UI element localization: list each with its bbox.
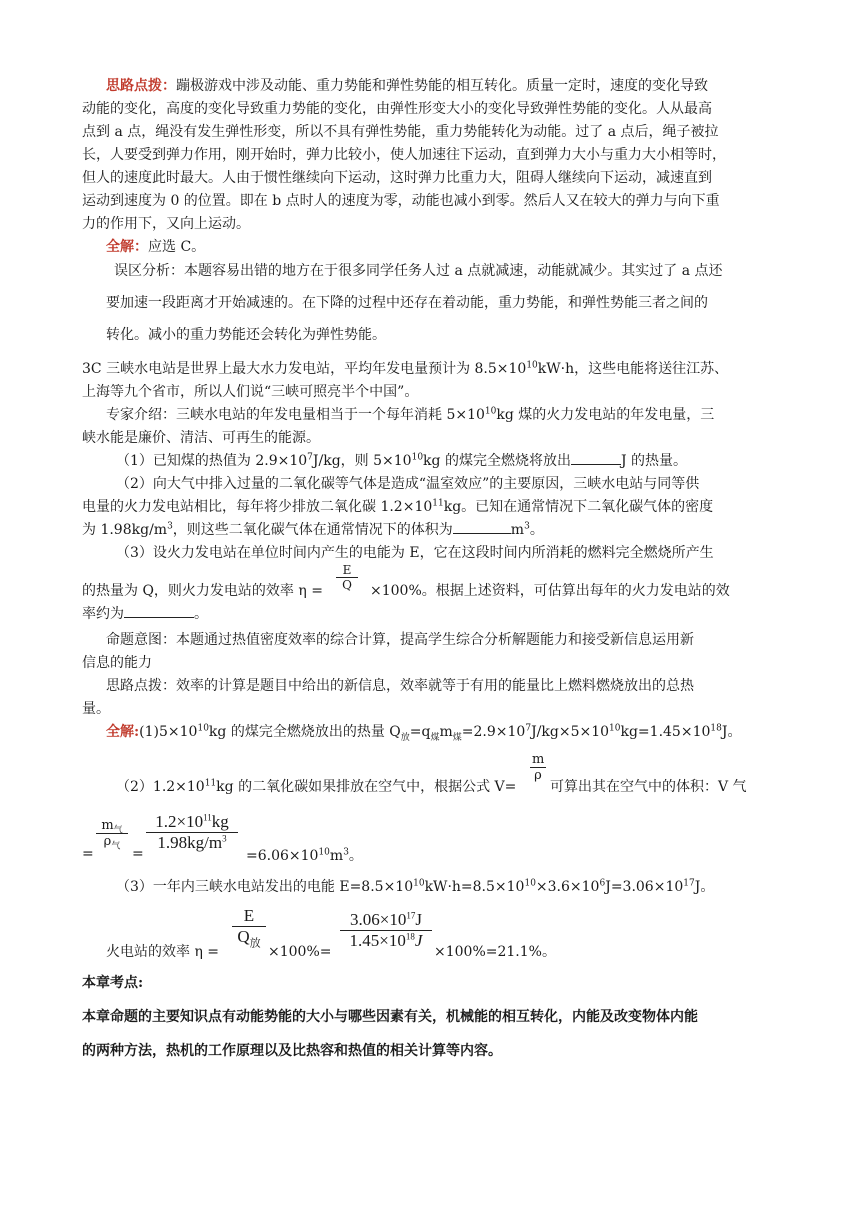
solution-line-3: （3）一年内三峡水电站发出的电能 $E=8.5\times 10^{10}kW\cdot h=8.5\times 10^{10}\times 3.6\times 10^6J=3.06\times 10^{17}J$。 — [116, 878, 715, 895]
expert-intro-line: 专家介绍：三峡水电站的年发电量相当于一个每年消耗 $5\times 10^{10}kg$ 煤的火力发电站的年发电量，三 — [106, 406, 715, 423]
expert-intro-line: 峡水能是廉价、清洁、可再生的能源。 — [82, 430, 320, 446]
error-analysis-line: 要加速一段距离才开始减速的。在下降的过程中还存在着动能，重力势能，和弹性势能三者之间的 — [106, 295, 708, 311]
intent-line: 命题意图：本题通过热值密度效率的综合计算，提高学生综合分析解题能力和接受新信息运用新 — [106, 632, 694, 648]
volume-result: $=6.06\times 10^{10}m^3$。 — [246, 847, 363, 864]
answer-blank — [453, 533, 511, 534]
error-analysis-line: 误区分析：本题容易出错的地方在于很多同学任务人过 a 点就减速，动能就减少。其实过了 a 点还 — [114, 263, 723, 279]
sub-question-2: （2）向大气中排入过量的二氧化碳等气体是造成“温室效应”的主要原因，三峡水电站与同等供 — [116, 476, 700, 492]
volume-fraction-1: $m_气$ $\rho_气$ — [96, 818, 128, 849]
hint-line: 动能的变化，高度的变化导致重力势能的变化，由弹性形变大小的变化导致弹性势能的变化。人从最高 — [82, 101, 712, 117]
hint2-line: 思路点拨：效率的计算是题目中给出的新信息，效率就等于有用的能量比上燃料燃烧放出的总热 — [106, 678, 694, 694]
efficiency-fraction: $\frac{E}{Q}$ — [336, 563, 358, 592]
hint-paragraph-line-1 — [106, 76, 708, 96]
sub-question-1: （1）已知煤的热值为 $2.9\times 10^7J/kg$，则 $5\times 10^{10}kg$ 的煤完全燃烧将放出 J 的热量。 — [116, 452, 688, 469]
efficiency-mid: ×100%= — [268, 944, 332, 960]
sub-question-2-line: 电量的火力发电站相比，每年将少排放二氧化碳 $1.2\times 10^{11}kg$。已知在通常情况下二氧化碳气体的密度 — [82, 498, 714, 515]
volume-eq: = — [82, 846, 94, 862]
efficiency-result: ×100%=21.1%。 — [434, 944, 556, 960]
intent-line: 信息的能力 — [82, 655, 152, 671]
answer-text: 应选 C。 — [148, 239, 206, 255]
chapter-text: 的两种方法，热机的工作原理以及比热容和热值的相关计算等内容。 — [82, 1043, 502, 1059]
hint-line: 长，人要受到弹力作用，刚开始时，弹力比较小，使人加速往下运动，直到弹力大小与重力大小相等时， — [82, 147, 726, 163]
chapter-title: 本章考点: — [82, 975, 144, 991]
question-line: 3C 三峡水电站是世界上最大水力发电站，平均年发电量预计为 $8.5\times 10^{10}kW\cdot h$，这些电能将送往江苏、 — [82, 360, 729, 377]
hint-line: 力的作用下，又向上运动。 — [82, 216, 250, 232]
solution-line-2: $(2)1.2\times 10^{11}kg$ 的二氧化碳如果排放在空气中，根据公式 V= — [116, 778, 517, 795]
hint-line: 运动到速度为 0 的位置。即在 b 点时人的速度为零，动能也减小到零。然后人又在较大的弹力与向下重 — [82, 193, 720, 209]
sub-question-3-line: ×100%。根据上述资料，可估算出每年的火力发电站的效 — [370, 583, 730, 599]
question-line: 上海等九个省市，所以人们说“三峡可照亮半个中国”。 — [82, 384, 419, 400]
hint-line: 但人的速度此时最大。人由于惯性继续向下运动，这时弹力比重力大，阻碍人继续向下运动，减速直到 — [82, 170, 712, 186]
error-analysis-line: 转化。减小的重力势能还会转化为弹性势能。 — [106, 327, 386, 343]
answer-blank — [124, 617, 194, 618]
solution-label: 全解: — [106, 724, 140, 740]
solution-line-2-tail: 可算出其在空气中的体积：V 气 — [550, 779, 747, 795]
sub-question-3-line: 率约为 。 — [82, 606, 208, 622]
volume-fraction-2: $\frac{1.2\times 10^{11}kg}{1.98kg/m^3}$ — [146, 812, 238, 853]
volume-eq-2: = — [132, 846, 144, 862]
hint2-line: 量。 — [82, 701, 110, 717]
efficiency-fraction-2: $\frac{3.06\times 10^{17}J}{1.45\times 10^{18}J}$ — [340, 910, 432, 951]
answer-label: 全解： — [106, 239, 148, 255]
efficiency-fraction-1: E $Q_放$ — [232, 906, 266, 947]
answer-blank — [571, 464, 621, 465]
solution-line-1: 全解$:(1)5\times 10^{10}kg$ 的煤完全燃烧放出的热量 $Q_放=q_煤m_煤=2.9\times 10^7J/kg\times 5\times 10^{10}kg=1.45\times 10^{18}J$。 — [106, 723, 742, 743]
efficiency-label: 火电站的效率 η = — [106, 944, 220, 960]
volume-formula-fraction: $\frac{m}{\rho}$ — [532, 752, 545, 783]
hint-label: 思路点拨： — [106, 78, 176, 94]
sub-question-3-line: 的热量为 Q，则火力发电站的效率 η = — [82, 583, 323, 599]
hint-text: 蹦极游戏中涉及动能、重力势能和弹性势能的相互转化。质量一定时，速度的变化导致 — [176, 78, 708, 94]
hint-line: 点到 a 点，绳没有发生弹性形变，所以不具有弹性势能，重力势能转化为动能。过了 a 点后，绳子被拉 — [82, 124, 719, 140]
sub-question-2-line: 为 $1.98kg/m^3$，则这些二氧化碳气体在通常情况下的体积为 $m^3$。 — [82, 521, 544, 538]
sub-question-3: （3）设火力发电站在单位时间内产生的电能为 E，它在这段时间内所消耗的燃料完全燃烧所产生 — [116, 545, 714, 561]
chapter-text: 本章命题的主要知识点有动能势能的大小与哪些因素有关，机械能的相互转化，内能及改变物体内能 — [82, 1009, 698, 1025]
answer-line — [106, 237, 205, 257]
